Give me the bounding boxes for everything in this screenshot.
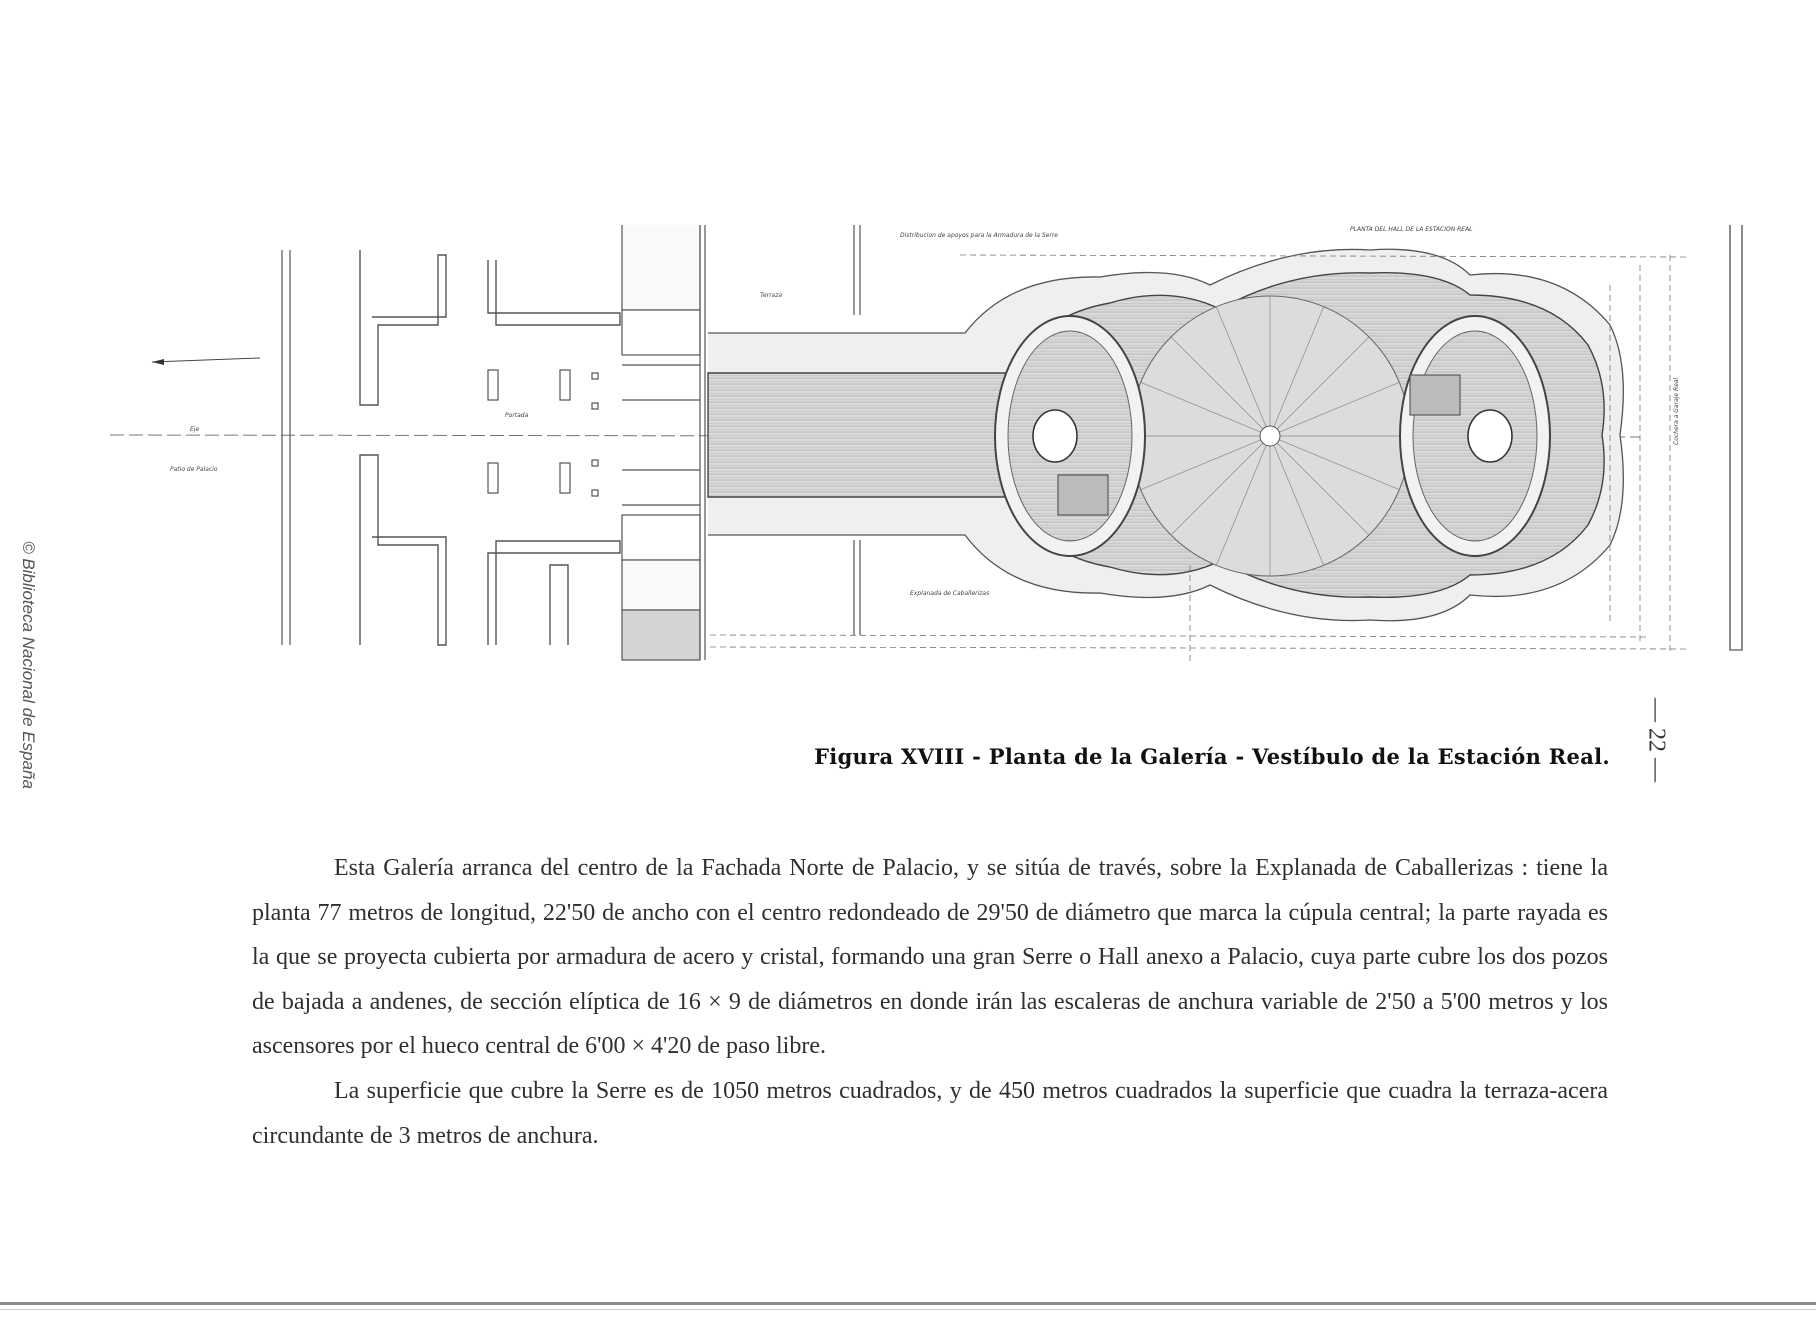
plan-label-cochera: Cochera a Garaje Real (1673, 377, 1680, 445)
palace-wing-walls (360, 250, 620, 645)
plan-label-portada: Portada (505, 412, 529, 419)
library-watermark (8, 530, 48, 800)
gate-blocks (622, 225, 705, 660)
paragraph: La superficie que cubre la Serre es de 1050 metros cuadrados, y de 450 metros cuadrados la superficie que cuadra la terraza-acera circundante de 3 metros de anchura. (252, 1077, 1608, 1149)
figure-caption: Figura XVIII - Planta de la Galería - Vestíbulo de la Estación Real. (814, 744, 1610, 769)
plan-label-distribucion: Distribucion de apoyos para la Armadura de la Serre (900, 232, 1059, 239)
page-number-text: — 22 — (1643, 698, 1670, 782)
bottom-scan-edge-2 (0, 1309, 1816, 1310)
plan-label-explanada: Explanada de Caballerizas (910, 590, 990, 597)
columns (488, 370, 598, 496)
paragraph: Esta Galería arranca del centro de la Fachada Norte de Palacio, y se sitúa de través, sobre la Explanada de Caballerizas : tiene la planta 77 metros de longitud, 22'50 de ancho con el centro redondeado de 29'50 de diámetro que marca la cúpula central; la parte rayada es la que se proyecta cubierta por armadura de acero y cristal, formando una gran Serre o Hall anexo a Palacio, cuya parte cubre los dos pozos de bajada a andenes, de sección elíptica de 16 × 9 de diámetros en donde irán las escaleras de anchura variable de 2'50 a 5'00 metros y los ascensores por el hueco central de 6'00 × 4'20 de paso libre. (252, 855, 1608, 1060)
plan-label-planta-hall: PLANTA DEL HALL DE LA ESTACION REAL (1350, 226, 1473, 233)
elliptical-well-right (1400, 316, 1550, 556)
body-text (252, 846, 1608, 1158)
bottom-scan-edge (0, 1302, 1816, 1305)
floor-plan-drawing (110, 225, 1750, 665)
plan-label-patio: Patio de Palacio (170, 466, 218, 473)
plan-label-terraza: Terraza (760, 292, 783, 299)
central-dome (1130, 296, 1410, 576)
plan-label-eje: Eje (190, 426, 200, 433)
page-number (1636, 700, 1676, 780)
elliptical-well-left (995, 316, 1145, 556)
watermark-text: © Biblioteca Nacional de España (19, 541, 38, 789)
facade-wall (282, 250, 290, 645)
